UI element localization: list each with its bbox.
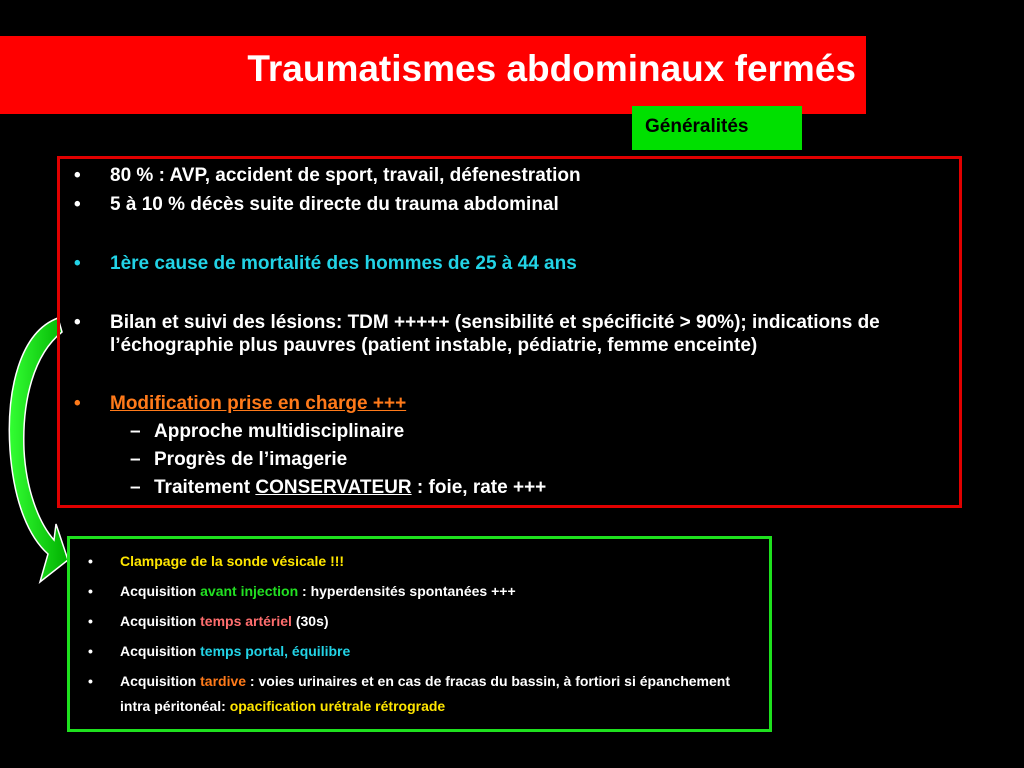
bullet-icon: • — [74, 312, 81, 333]
bullet-icon: • — [74, 393, 81, 414]
bullet-icon: • — [88, 583, 93, 599]
sub-list-item — [72, 420, 957, 443]
list-item — [72, 311, 957, 357]
highlight-text: temps artériel — [200, 613, 292, 629]
highlight-text: avant injection — [200, 583, 299, 599]
sub-item-text: Traitement — [154, 477, 256, 498]
list-item-text: Modification prise en charge +++ — [110, 393, 407, 414]
bullet-icon: • — [74, 194, 81, 215]
highlight-text: opacification urétrale rétrograde — [229, 698, 446, 714]
main-bullet-list — [72, 164, 957, 499]
spacer — [72, 275, 957, 311]
acquisition-box — [67, 536, 772, 732]
highlight-text: temps portal, équilibre — [200, 643, 351, 659]
acquisition-list — [84, 549, 764, 724]
sub-list-item — [72, 448, 957, 471]
list-item — [84, 579, 764, 604]
list-item — [84, 639, 764, 664]
list-item-text: Clampage de la sonde vésicale !!! — [120, 553, 345, 569]
list-item — [84, 669, 764, 719]
sub-list-item — [72, 476, 957, 499]
list-item-text: Acquisition — [120, 613, 201, 629]
list-item-text: 80 % : AVP, accident de sport, travail, défenestration — [110, 165, 581, 186]
list-item — [72, 164, 957, 187]
bullet-icon: • — [88, 553, 93, 569]
list-item — [72, 193, 957, 216]
list-item-text: Bilan et suivi des lésions: TDM +++++ (sensibilité et spécificité > 90%); indications de l’échographie plus pauvres (patient instable, pédiatrie, femme enceinte) — [110, 312, 880, 356]
list-item-text: (30s) — [291, 613, 329, 629]
dash-icon: – — [130, 477, 141, 498]
section-badge — [632, 106, 802, 150]
spacer — [72, 216, 957, 252]
list-item-text: 1ère cause de mortalité des hommes de 25 à 44 ans — [110, 253, 577, 274]
section-badge-label: Généralités — [645, 116, 749, 137]
list-item — [72, 392, 957, 415]
bullet-icon: • — [88, 673, 93, 689]
list-item-text: : voies urinaires et en cas de fracas du bassin, à fortiori si épanchement intra péritonéal: — [120, 673, 730, 714]
sub-item-text: Approche multidisciplinaire — [154, 421, 405, 442]
list-item-text: Acquisition — [120, 643, 201, 659]
list-item-text: Acquisition — [120, 673, 201, 689]
bullet-icon: • — [88, 613, 93, 629]
dash-icon: – — [130, 449, 141, 470]
sub-item-text: : foie, rate +++ — [411, 477, 547, 498]
bullet-icon: • — [74, 165, 81, 186]
spacer — [72, 357, 957, 392]
list-item-text: : hyperdensités spontanées +++ — [298, 583, 516, 599]
list-item — [84, 609, 764, 634]
list-item-text: 5 à 10 % décès suite directe du trauma abdominal — [110, 194, 559, 215]
slide-title: Traumatismes abdominaux fermés — [247, 48, 856, 89]
title-bar — [0, 36, 866, 114]
list-item — [72, 252, 957, 275]
highlight-text: tardive — [200, 673, 247, 689]
bullet-icon: • — [88, 643, 93, 659]
list-item — [84, 549, 764, 574]
list-item-text: Acquisition — [120, 583, 201, 599]
sub-item-underlined: CONSERVATEUR — [255, 477, 412, 498]
dash-icon: – — [130, 421, 141, 442]
bullet-icon: • — [74, 253, 81, 274]
main-content-box — [57, 156, 962, 508]
sub-item-text: Progrès de l’imagerie — [154, 449, 348, 470]
